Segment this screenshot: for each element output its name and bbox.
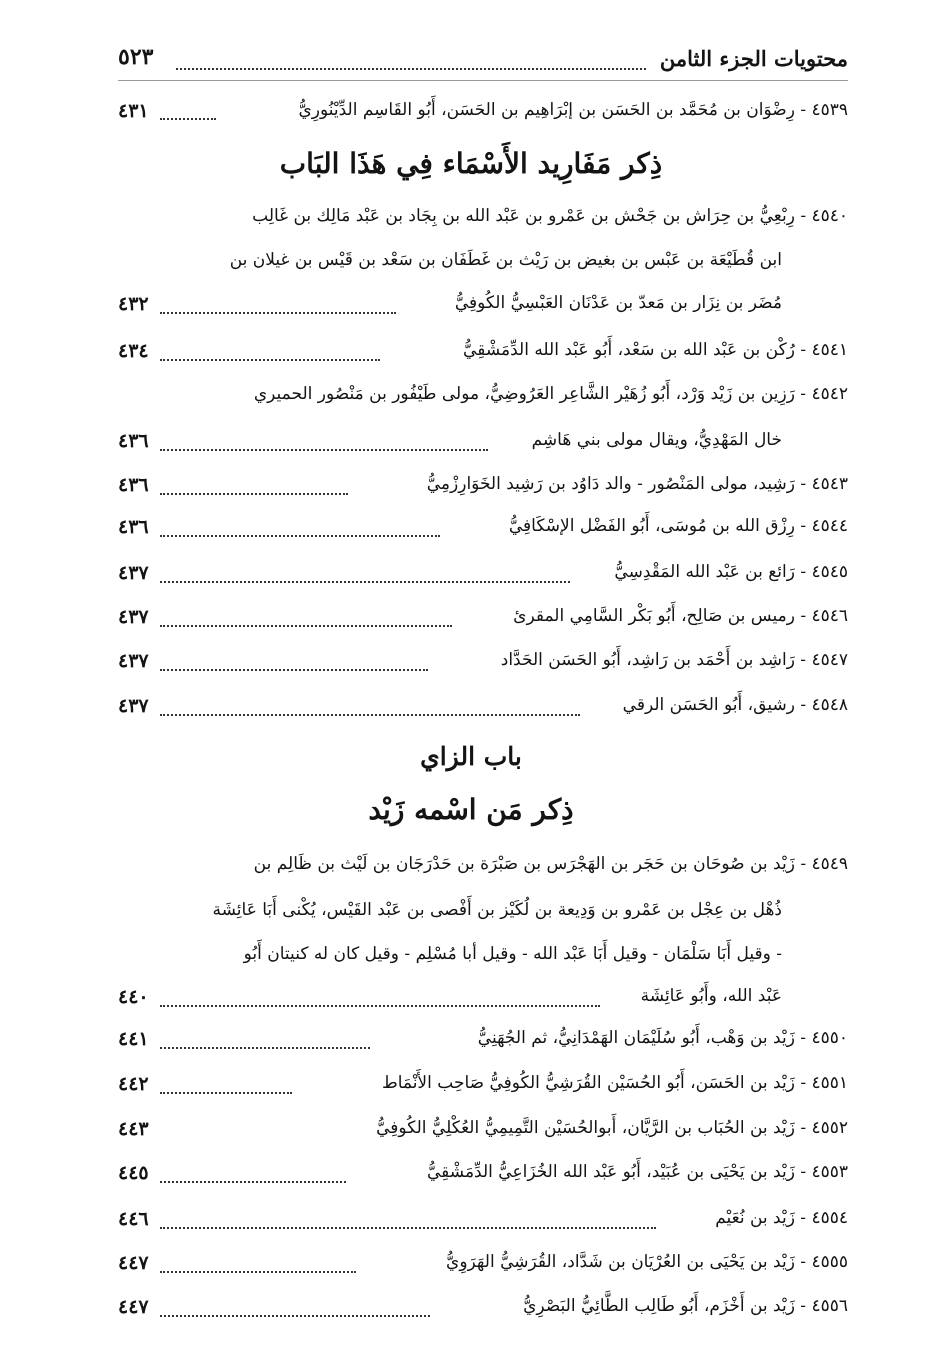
header-rule	[118, 80, 848, 81]
entry-line: ٤٥٥٠ - زَيْد بن وَهْب، أَبُو سُلَيْمَان الهَمْدَانِيُّ، ثم الجُهَنِيُّ	[477, 1028, 848, 1048]
leader-dots	[160, 1047, 370, 1049]
leader-dots	[160, 312, 396, 314]
entry-line: ٤٥٤٦ - رميس بن صَالِح، أَبُو بَكْر السَّامِي المقرئ	[513, 606, 848, 626]
section-heading: ذِكر مَن اسْمه زَيْد	[368, 793, 574, 826]
entry-page: ٤٤٠	[118, 986, 149, 1008]
entry-line: ابن قُطَيْعَة بن عَبْس بن بغيض بن رَيْث بن غَطَفَان بن سَعْد بن قَيْس بن غيلان بن	[229, 250, 782, 270]
entry-line: ٤٥٤٩ - زَيْد بن صُوحَان بن حَجَر بن الهَجْرَس بن صَبْرَة بن حَدْرَجَان بن لَيْث بن ظَالِم بن	[253, 854, 848, 874]
entry-page: ٤٤٥	[118, 1162, 149, 1184]
leader-dots	[160, 1092, 292, 1094]
entry-page: ٤٣٦	[118, 516, 149, 538]
leader-dots	[160, 714, 580, 716]
entry-page: ٤٣٤	[118, 340, 149, 362]
entry-page: ٤٣٧	[118, 650, 149, 672]
entry-line: مُضَر بن نِزَار بن مَعدّ بن عَدْنَان العَبْسِيُّ الكُوفِيُّ	[454, 293, 782, 313]
entry-page: ٤٣٦	[118, 430, 149, 452]
entry-line: ٤٥٤٣ - رَشِيد، مولى المَنْصُور - والد دَاوُد بن رَشِيد الخَوَارِزْمِيُّ	[426, 474, 848, 494]
header-title: محتويات الجزء الثامن	[659, 46, 848, 71]
entry-line: ٤٥٥٢ - زَيْد بن الحُبَاب بن الرَّيَّان، أَبوالحُسَيْن التَّمِيمِيُّ العُكْلِيُّ الكُوفِيُّ	[376, 1118, 848, 1138]
leader-dots	[160, 669, 428, 671]
entry-line: خال المَهْدِيُّ، ويقال مولى بني هَاشِم	[531, 430, 782, 450]
entry-page: ٤٤١	[118, 1028, 149, 1050]
leader-dots	[160, 493, 348, 495]
entry-text: ٤٥٣٩ - رِضْوَان بن مُحَمَّد بن الحَسَن بن إبْرَاهِيم بن الحَسَن، أَبُو القَاسِم الدِّيْنُورِيُّ	[298, 100, 848, 120]
entry-line: ٤٥٥٥ - زَيْد بن يَحْيَى بن العُرْيَان بن شَدَّاد، القُرَشِيُّ الهَرَوِيُّ	[446, 1252, 848, 1272]
entry-page: ٤٣٢	[118, 293, 149, 315]
entry-page: ٤٤٧	[118, 1252, 149, 1274]
header-page-number: ٥٢٣	[118, 44, 154, 70]
entry-line: ٤٥٤٤ - رِزْق الله بن مُوسَى، أَبُو الفَضْل الإسْكَافِيُّ	[508, 516, 848, 536]
leader-dots	[160, 1227, 656, 1229]
entry-line: ٤٥٤١ - رُكْن بن عَبْد الله بن سَعْد، أَبُو عَبْد الله الدِّمَشْقِيُّ	[463, 340, 848, 360]
entry-line: ٤٥٥٤ - زَيْد بن نُعَيْم	[715, 1208, 848, 1228]
header-leader-dots	[176, 68, 646, 70]
leader-dots	[160, 449, 488, 451]
leader-dots	[160, 118, 216, 120]
entry-line: ٤٥٤٥ - رَائع بن عَبْد الله المَقْدِسِيُّ	[614, 562, 848, 582]
entry-line: ٤٥٥٦ - زَيْد بن أَخْزَم، أَبُو طَالِب الطَّائِيُّ البَصْرِيُّ	[523, 1296, 848, 1316]
leader-dots	[160, 1181, 346, 1183]
entry-line: ذُهْل بن عِجْل بن عَمْرو بن وَدِيعة بن لُكَيْز بن أَفْصى بن عَبْد القَيْس، يُكْنى أَبَا عَائِشَة	[212, 900, 782, 920]
leader-dots	[160, 581, 570, 583]
entry-page: ٤٤٢	[118, 1073, 149, 1095]
entry-line: ٤٥٤٠ - رِبْعِيُّ بن حِرَاش بن جَحْش بن عَمْرو بن عَبْد الله بن بِجَاد بن عَبْد مَالِك بن غَالِب	[252, 206, 848, 226]
chapter-heading: باب الزاي	[420, 742, 522, 771]
entry-page: ٤٤٧	[118, 1296, 149, 1318]
entry-line: ٤٥٥١ - زَيْد بن الحَسَن، أَبُو الحُسَيْن القُرَشِيُّ الكُوفِيُّ صَاحِب الأَنْمَاط	[381, 1073, 848, 1093]
leader-dots	[160, 535, 440, 537]
entry-page: ٤٤٦	[118, 1208, 149, 1230]
leader-dots	[160, 1271, 356, 1273]
entry-page: ٤٣٧	[118, 606, 149, 628]
entry-line: ٤٥٤٢ - رَزِين بن زَيْد وَرْد، أَبُو زُهَيْر الشَّاعِر العَرُوضِيُّ، مولى طَيْفُور بن مَنْصُور الحميري	[253, 384, 848, 404]
entry-page: ٤٣٧	[118, 695, 149, 717]
entry-line: عَبْد الله، وأَبُو عَائِشَة	[640, 986, 782, 1006]
leader-dots	[160, 625, 452, 627]
running-header	[0, 0, 942, 80]
entry-line: ٤٥٤٨ - رشيق، أَبُو الحَسَن الرقي	[622, 695, 848, 715]
leader-dots	[160, 359, 380, 361]
leader-dots	[160, 1005, 600, 1007]
entry-line: ٤٥٤٧ - رَاشِد بن أَحْمَد بن رَاشِد، أَبُو الحَسَن الحَدَّاد	[500, 650, 848, 670]
section-heading: ذِكر مَفَارِيد الأَسْمَاء فِي هَذَا البَاب	[279, 147, 663, 180]
entry-line: - وقيل أَبَا سَلْمَان - وقيل أَبَا عَبْد الله - وقيل أبا مُسْلِم - وقيل كان له كنيتان أَبُو	[243, 944, 782, 964]
entry-page: ٤٣٧	[118, 562, 149, 584]
entry-page: ٤٣١	[118, 100, 149, 122]
leader-dots	[160, 1315, 430, 1317]
entry-page: ٤٣٦	[118, 474, 149, 496]
entry-page: ٤٤٣	[118, 1118, 149, 1140]
entry-line: ٤٥٥٣ - زَيْد بن يَحْيَى بن عُبَيْد، أَبُو عَبْد الله الخُزَاعِيُّ الدِّمَشْقِيُّ	[427, 1162, 848, 1182]
